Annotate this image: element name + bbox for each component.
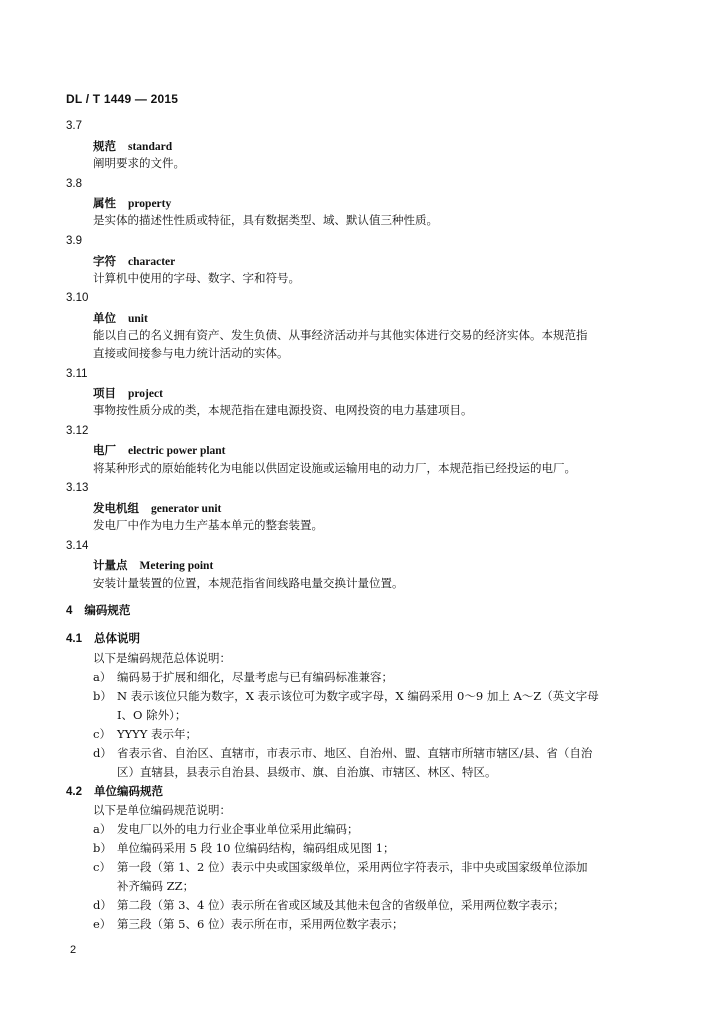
term-heading [93, 311, 148, 326]
clause-number: 3.8 [66, 178, 82, 190]
subsection-title: 总体说明 [94, 633, 140, 645]
list-text: YYYY 表示年； [117, 727, 198, 741]
list-text-continuation: 补齐编码 ZZ； [117, 879, 195, 893]
clause-number: 3.12 [66, 425, 89, 437]
term-heading [93, 501, 221, 516]
list-text: 省表示省、自治区、直辖市，市表示市、地区、自治州、盟、直辖市所辖市辖区/县、省（自治 [117, 746, 593, 760]
term-zh: 计量点 [93, 558, 128, 572]
definition-text: 安装计量装置的位置，本规范指省间线路电量交换计量位置。 [93, 576, 404, 590]
subsection-heading [66, 632, 140, 646]
term-zh: 项目 [93, 386, 116, 400]
list-text: 第三段（第 5、6 位）表示所在市，采用两位数字表示； [117, 917, 404, 931]
term-en: property [128, 198, 172, 210]
list-marker: b） [93, 841, 112, 855]
list-text: 发电厂以外的电力行业企事业单位采用此编码； [117, 822, 359, 836]
subsection-title: 单位编码规范 [94, 786, 163, 798]
term-heading [93, 386, 163, 401]
standard-header: DL / T 1449 — 2015 [66, 92, 179, 106]
clause-number: 3.7 [66, 120, 82, 132]
list-item [93, 727, 197, 741]
section-heading [66, 604, 130, 618]
list-text: N 表示该位只能为数字，X 表示该位可为数字或字母，X 编码采用 0～9 加上 A～Z（英文字母 [117, 689, 599, 703]
section-title: 编码规范 [84, 605, 131, 617]
list-item [93, 841, 395, 855]
term-heading [93, 196, 171, 211]
term-heading [93, 558, 213, 573]
term-heading [93, 443, 226, 458]
list-item [93, 898, 564, 912]
list-marker: c） [93, 727, 111, 741]
term-zh: 规范 [93, 139, 116, 153]
list-item [93, 822, 359, 836]
list-text: 第二段（第 3、4 位）表示所在省或区域及其他未包含的省级单位，采用两位数字表示； [117, 898, 565, 912]
list-text-continuation: 区）直辖县，县表示自治县、县级市、旗、自治旗、市辖区、林区、特区。 [117, 765, 497, 779]
list-text: 单位编码采用 5 段 10 位编码结构，编码组成见图 1； [117, 841, 395, 855]
definition-text: 能以自己的名义拥有资产、发生负债、从事经济活动并与其他实体进行交易的经济实体。本规范指 [93, 328, 588, 342]
section-number: 4 [66, 605, 73, 617]
term-en: electric power plant [128, 445, 226, 457]
term-en: project [128, 388, 163, 400]
clause-number: 3.13 [66, 482, 89, 494]
definition-text: 计算机中使用的字母、数字、字和符号。 [93, 271, 300, 285]
term-en: unit [128, 313, 148, 325]
definition-text: 阐明要求的文件。 [93, 156, 185, 170]
list-item [93, 689, 599, 703]
subsection-intro: 以下是编码规范总体说明： [93, 651, 231, 665]
definition-text: 是实体的描述性性质或特征，具有数据类型、域、默认值三种性质。 [93, 213, 438, 227]
subsection-number: 4.2 [66, 786, 82, 798]
subsection-heading [66, 785, 163, 799]
term-heading [93, 139, 172, 154]
term-en: generator unit [151, 503, 222, 515]
list-item [93, 670, 393, 684]
term-zh: 电厂 [93, 443, 116, 457]
list-item [93, 860, 587, 874]
list-marker: c） [93, 860, 111, 874]
page-number: 2 [70, 944, 77, 956]
list-marker: a） [93, 670, 112, 684]
list-text: 第一段（第 1、2 位）表示中央或国家级单位，采用两位字符表示，非中央或国家级单位添加 [117, 860, 588, 874]
list-text: 编码易于扩展和细化，尽量考虑与已有编码标准兼容； [117, 670, 393, 684]
term-zh: 发电机组 [93, 501, 139, 515]
list-marker: d） [93, 746, 112, 760]
list-marker: e） [93, 917, 112, 931]
clause-number: 3.10 [66, 292, 89, 304]
clause-number: 3.14 [66, 540, 89, 552]
definition-text: 将某种形式的原始能转化为电能以供固定设施或运输用电的动力厂，本规范指已经投运的电厂。 [93, 461, 576, 475]
list-item [93, 917, 403, 931]
list-item [93, 746, 592, 760]
term-en: standard [128, 141, 173, 153]
term-en: Metering point [139, 560, 214, 572]
clause-number: 3.9 [66, 235, 82, 247]
definition-text: 事物按性质分成的类，本规范指在建电源投资、电网投资的电力基建项目。 [93, 403, 473, 417]
term-heading [93, 254, 175, 269]
clause-number: 3.11 [66, 368, 88, 380]
term-zh: 字符 [93, 254, 116, 268]
subsection-intro: 以下是单位编码规范说明： [93, 803, 231, 817]
list-marker: d） [93, 898, 112, 912]
subsection-number: 4.1 [66, 633, 82, 645]
term-en: character [128, 256, 176, 268]
term-zh: 单位 [93, 311, 116, 325]
list-marker: a） [93, 822, 112, 836]
list-marker: b） [93, 689, 112, 703]
definition-text: 直接或间接参与电力统计活动的实体。 [93, 346, 289, 360]
term-zh: 属性 [93, 196, 116, 210]
definition-text: 发电厂中作为电力生产基本单元的整套装置。 [93, 518, 323, 532]
list-text-continuation: I、O 除外）； [117, 708, 187, 722]
